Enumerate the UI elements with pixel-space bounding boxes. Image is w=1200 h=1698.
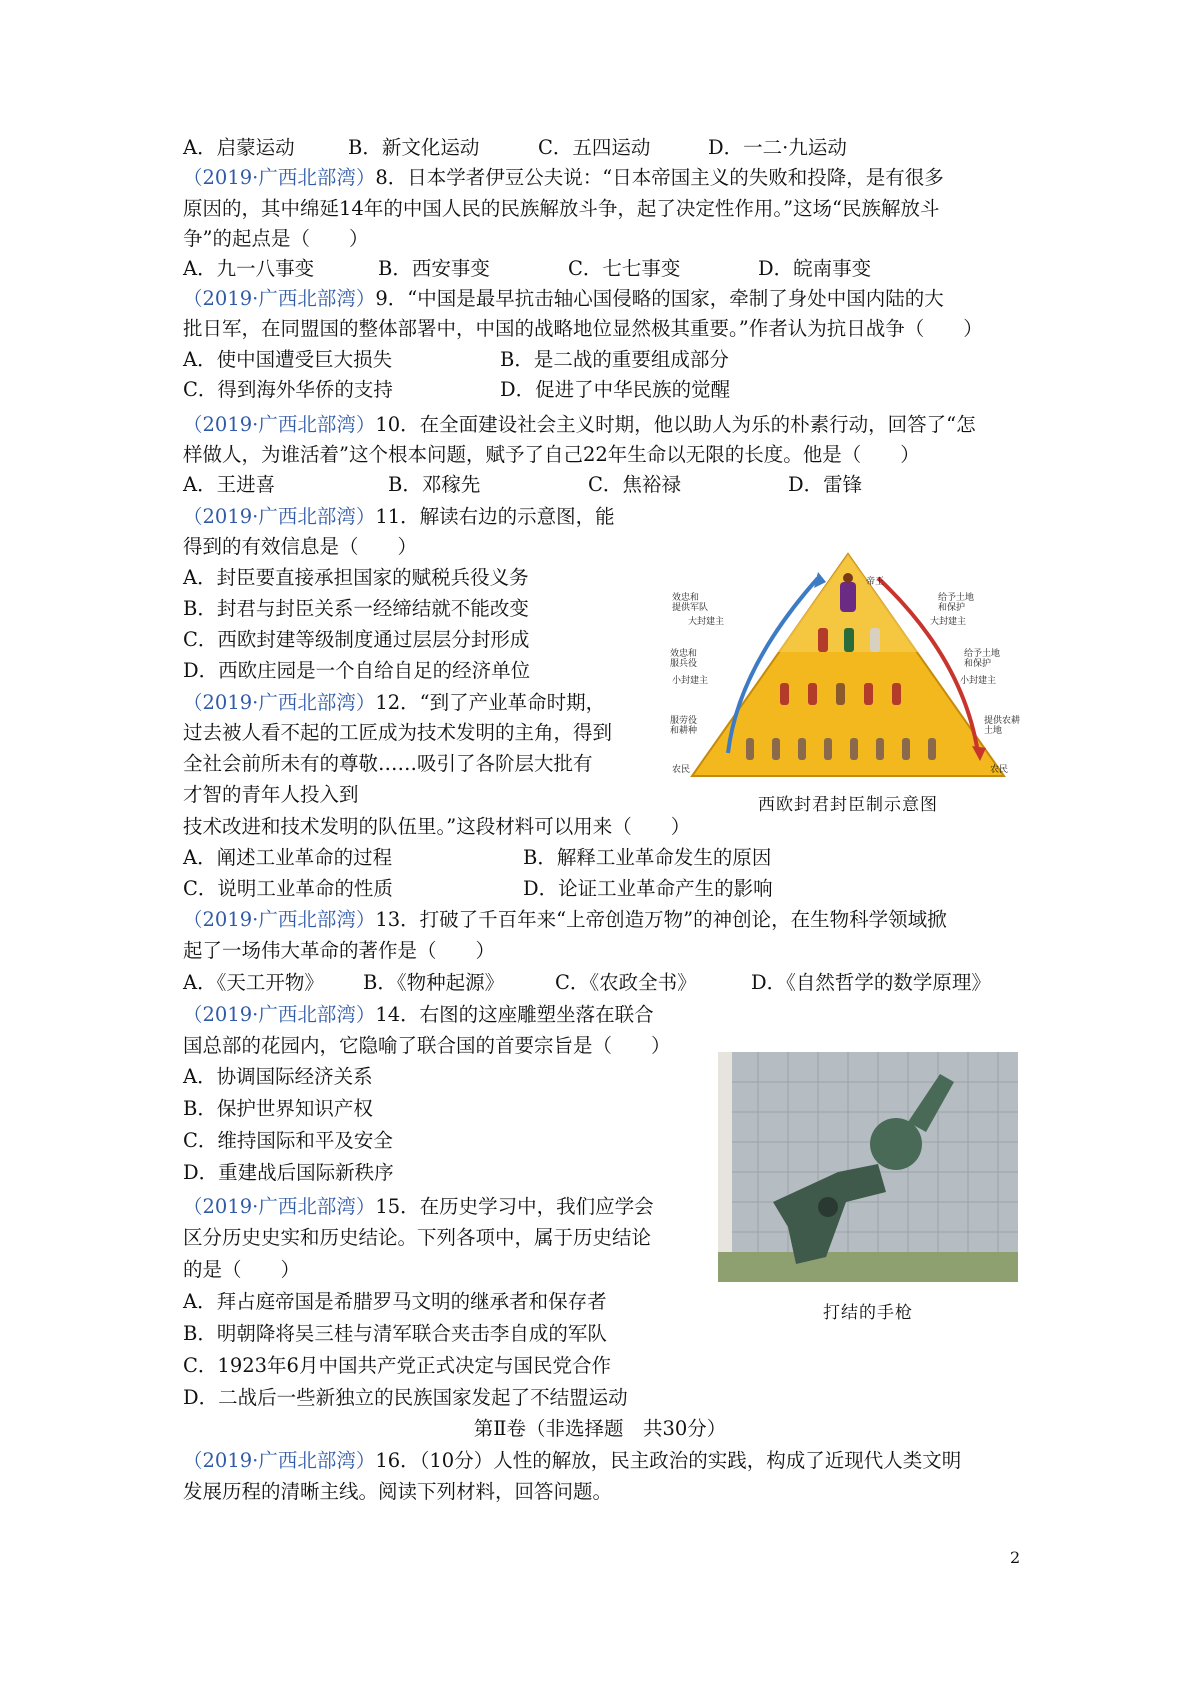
king-head bbox=[843, 573, 853, 583]
q13-line-1 bbox=[183, 905, 947, 935]
q11-option-a: A．封臣要直接承担国家的赋税兵役义务 bbox=[183, 566, 529, 589]
label-big-lord: 大封建主 bbox=[688, 616, 725, 626]
q11-line-2: 得到的有效信息是（ ） bbox=[183, 535, 418, 558]
q12-line-4: 才智的青年人投入到 bbox=[183, 783, 359, 806]
q13-option-d: D．《自然哲学的数学原理》 bbox=[751, 971, 991, 994]
label-provide-land: 提供农耕土地 bbox=[984, 715, 1021, 735]
q16-source: （2019·广西北部湾） bbox=[183, 1449, 376, 1472]
q12-line-5: 技术改进和技术发明的队伍里。”这段材料可以用来（ ） bbox=[183, 815, 691, 838]
q8-line-3: 争”的起点是（ ） bbox=[183, 227, 369, 250]
figure1-caption: 西欧封君封臣制示意图 bbox=[758, 795, 938, 815]
q11-option-c: C．西欧封建等级制度通过层层分封形成 bbox=[183, 628, 530, 651]
q9-line-2: 批日军，在同盟国的整体部署中，中国的战略地位显然极其重要。”作者认为抗日战争（ ） bbox=[183, 317, 983, 340]
trigger bbox=[818, 1197, 838, 1217]
section-2-title: 第Ⅱ卷（非选择题 共30分） bbox=[473, 1417, 727, 1440]
farmer-figure-7 bbox=[902, 738, 910, 760]
label-loyal-army: 效忠和提供军队 bbox=[672, 592, 709, 612]
q11-option-b: B．封君与封臣关系一经缔结就不能改变 bbox=[183, 597, 529, 620]
q14-option-d: D．重建战后国际新秩序 bbox=[183, 1161, 394, 1184]
label-farmer: 农民 bbox=[672, 764, 691, 774]
q15-line-2: 区分历史史实和历史结论。下列各项中，属于历史结论 bbox=[183, 1226, 652, 1249]
q9-source: （2019·广西北部湾） bbox=[183, 287, 376, 310]
label-small-lord-right: 小封建主 bbox=[960, 675, 997, 685]
q9-option-b: B．是二战的重要组成部分 bbox=[500, 348, 729, 371]
q16-line-2: 发展历程的清晰主线。阅读下列材料，回答问题。 bbox=[183, 1480, 613, 1503]
q13-option-a: A．《天工开物》 bbox=[183, 971, 324, 994]
q15-option-b: B．明朝降将吴三桂与清军联合夹击李自成的军队 bbox=[183, 1322, 607, 1345]
q12-source: （2019·广西北部湾） bbox=[183, 691, 376, 714]
q14-option-a: A．协调国际经济关系 bbox=[183, 1065, 373, 1088]
q10-option-d: D．雷锋 bbox=[788, 473, 863, 496]
label-give-land-1: 给予土地和保护 bbox=[938, 592, 975, 612]
q11-option-d: D．西欧庄园是一个自给自足的经济单位 bbox=[183, 659, 531, 682]
q7-option-d: D．一二·九运动 bbox=[708, 136, 847, 159]
q10-option-c: C．焦裕禄 bbox=[588, 473, 681, 496]
q15-option-c: C．1923年6月中国共产党正式决定与国民党合作 bbox=[183, 1354, 611, 1377]
q11-text-1: 11．解读右边的示意图，能 bbox=[375, 505, 615, 528]
q9-option-a: A．使中国遭受巨大损失 bbox=[183, 348, 393, 371]
q8-option-b: B．西安事变 bbox=[378, 257, 490, 280]
q15-line-3: 的是（ ） bbox=[183, 1258, 301, 1281]
q14-option-b: B．保护世界知识产权 bbox=[183, 1097, 373, 1120]
q16-line-1 bbox=[183, 1446, 961, 1476]
label-king: 帝王 bbox=[866, 576, 885, 586]
big-lord-figure-3 bbox=[870, 628, 880, 652]
q12-option-a: A．阐述工业革命的过程 bbox=[183, 846, 393, 869]
q15-option-a: A．拜占庭帝国是希腊罗马文明的继承者和保存者 bbox=[183, 1290, 607, 1313]
q8-option-d: D．皖南事变 bbox=[758, 257, 872, 280]
q12-option-c: C．说明工业革命的性质 bbox=[183, 877, 393, 900]
q9-text-1: 9．“中国是最早抗击轴心国侵略的国家，牵制了身处中国内陆的大 bbox=[375, 287, 944, 310]
q10-option-b: B．邓稼先 bbox=[388, 473, 481, 496]
q14-text-1: 14．右图的这座雕塑坐落在联合 bbox=[375, 1003, 654, 1026]
q15-option-d: D．二战后一些新独立的民族国家发起了不结盟运动 bbox=[183, 1386, 628, 1409]
knotted-barrel bbox=[870, 1118, 922, 1170]
q12-line-1 bbox=[183, 688, 605, 718]
q15-line-1 bbox=[183, 1192, 654, 1222]
q14-line-1 bbox=[183, 1000, 654, 1030]
small-lord-figure-5 bbox=[892, 683, 901, 705]
q13-text-1: 13．打破了千百年来“上帝创造万物”的神创论，在生物科学领域掀 bbox=[375, 908, 947, 931]
q14-line-2: 国总部的花园内，它隐喻了联合国的首要宗旨是（ ） bbox=[183, 1034, 671, 1057]
small-lord-figure-3 bbox=[836, 683, 845, 705]
q9-option-d: D．促进了中华民族的觉醒 bbox=[500, 378, 731, 401]
q8-option-a: A．九一八事变 bbox=[183, 257, 315, 280]
q7-option-c: C．五四运动 bbox=[538, 136, 651, 159]
q8-option-c: C．七七事变 bbox=[568, 257, 681, 280]
q8-text-1: 8．日本学者伊豆公夫说：“日本帝国主义的失败和投降，是有很多 bbox=[375, 166, 944, 189]
q8-line-1 bbox=[183, 163, 944, 193]
q13-line-2: 起了一场伟大革命的著作是（ ） bbox=[183, 939, 496, 962]
label-farmer-right: 农民 bbox=[990, 764, 1009, 774]
farmer-figure-2 bbox=[772, 738, 780, 760]
q12-line-3: 全社会前所未有的尊敬……吸引了各阶层大批有 bbox=[183, 752, 593, 775]
q13-source: （2019·广西北部湾） bbox=[183, 908, 376, 931]
q13-option-c: C．《农政全书》 bbox=[555, 971, 697, 994]
king-figure bbox=[840, 582, 856, 612]
q7-option-b: B．新文化运动 bbox=[348, 136, 480, 159]
q12-option-b: B．解释工业革命发生的原因 bbox=[523, 846, 772, 869]
farmer-figure-5 bbox=[850, 738, 858, 760]
q7-option-a: A．启蒙运动 bbox=[183, 136, 295, 159]
q12-option-d: D．论证工业革命产生的影响 bbox=[523, 877, 773, 900]
q11-line-1 bbox=[183, 502, 615, 532]
q12-text-1: 12．“到了产业革命时期， bbox=[375, 691, 606, 714]
q10-option-a: A．王进喜 bbox=[183, 473, 276, 496]
q14-source: （2019·广西北部湾） bbox=[183, 1003, 376, 1026]
stone-pillar bbox=[718, 1052, 732, 1282]
q15-source: （2019·广西北部湾） bbox=[183, 1195, 376, 1218]
lawn bbox=[718, 1252, 1018, 1282]
q11-source: （2019·广西北部湾） bbox=[183, 505, 376, 528]
label-labor: 服劳役和耕种 bbox=[670, 715, 698, 735]
q10-source: （2019·广西北部湾） bbox=[183, 413, 376, 436]
q10-line-2: 样做人，为谁活着”这个根本问题，赋予了自己22年生命以无限的长度。他是（ ） bbox=[183, 443, 920, 466]
farmer-figure-8 bbox=[928, 738, 936, 760]
q10-line-1 bbox=[183, 410, 976, 440]
figure2-caption: 打结的手枪 bbox=[823, 1303, 913, 1323]
q8-source: （2019·广西北部湾） bbox=[183, 166, 376, 189]
q15-text-1: 15．在历史学习中，我们应学会 bbox=[375, 1195, 654, 1218]
label-big-lord-right: 大封建主 bbox=[930, 616, 967, 626]
q13-option-b: B．《物种起源》 bbox=[363, 971, 505, 994]
q16-text-1: 16．（10分）人性的解放，民主政治的实践，构成了近现代人类文明 bbox=[375, 1449, 962, 1472]
q10-text-1: 10．在全面建设社会主义时期，他以助人为乐的朴素行动，回答了“怎 bbox=[375, 413, 976, 436]
q14-option-c: C．维持国际和平及安全 bbox=[183, 1129, 393, 1152]
farmer-figure-4 bbox=[824, 738, 832, 760]
small-lord-figure-1 bbox=[780, 683, 789, 705]
q8-line-2: 原因的，其中绵延14年的中国人民的民族解放斗争，起了决定性作用。”这场“民族解放斗 bbox=[183, 197, 940, 220]
label-loyal-service: 效忠和服兵役 bbox=[670, 648, 698, 668]
small-lord-figure-4 bbox=[864, 683, 873, 705]
q12-line-2: 过去被人看不起的工匠成为技术发明的主角，得到 bbox=[183, 721, 613, 744]
big-lord-figure-1 bbox=[818, 628, 828, 652]
q9-line-1 bbox=[183, 284, 944, 314]
farmer-figure-3 bbox=[798, 738, 806, 760]
page-number: 2 bbox=[1010, 1548, 1021, 1567]
label-give-land-2: 给予土地和保护 bbox=[964, 648, 1001, 668]
farmer-figure-6 bbox=[876, 738, 884, 760]
small-lord-figure-2 bbox=[808, 683, 817, 705]
q9-option-c: C．得到海外华侨的支持 bbox=[183, 378, 393, 401]
farmer-figure-1 bbox=[746, 738, 754, 760]
big-lord-figure-2 bbox=[844, 628, 854, 652]
feudal-pyramid-figure bbox=[668, 548, 1028, 780]
knotted-gun-photo bbox=[718, 1052, 1018, 1282]
label-small-lord: 小封建主 bbox=[672, 675, 709, 685]
